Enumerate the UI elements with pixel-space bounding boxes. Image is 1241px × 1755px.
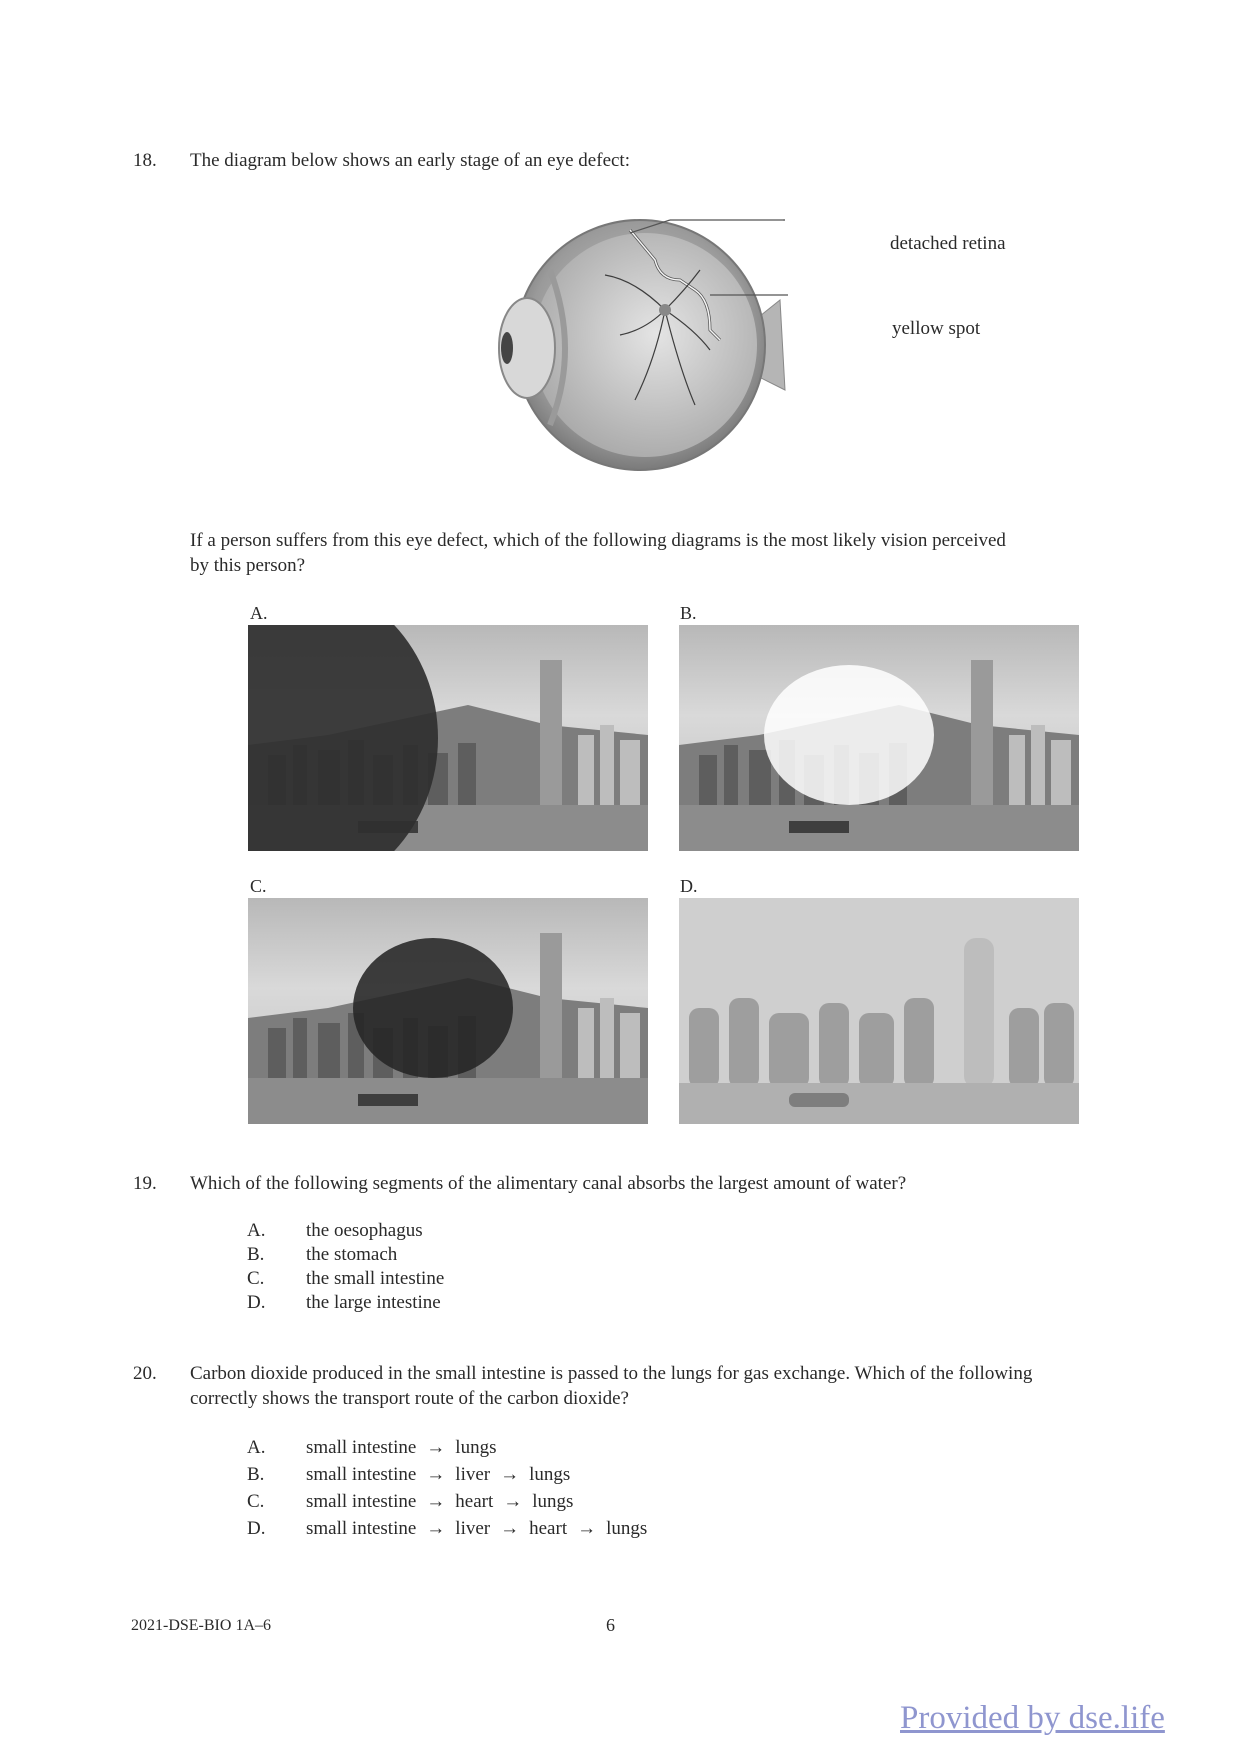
question-20-text-line-2: correctly shows the transport route of the carbon dioxide? xyxy=(190,1388,629,1409)
route-step: heart xyxy=(529,1518,568,1539)
q20-option-c-route xyxy=(306,1491,573,1513)
arrow-icon: → xyxy=(426,1518,446,1539)
option-b-label: B. xyxy=(680,603,697,623)
route-step: lungs xyxy=(455,1437,497,1458)
question-18-text-line-2: by this person? xyxy=(190,555,306,576)
question-19-number: 19. xyxy=(133,1173,157,1194)
q20-option-c-letter: C. xyxy=(247,1491,265,1512)
arrow-icon: → xyxy=(426,1491,446,1512)
paper-code: 2021-DSE-BIO 1A–6 xyxy=(131,1617,271,1634)
route-step: lungs xyxy=(532,1491,574,1512)
option-c-label: C. xyxy=(250,876,267,896)
q19-option-a-letter: A. xyxy=(247,1220,266,1241)
skyline-photo-b xyxy=(679,625,1079,851)
q19-option-b-text: the stomach xyxy=(306,1244,398,1265)
arrow-icon: → xyxy=(503,1491,523,1512)
arrow-icon: → xyxy=(500,1518,520,1539)
arrow-icon: → xyxy=(426,1464,446,1485)
option-a-label: A. xyxy=(250,603,268,623)
q19-option-b-letter: B. xyxy=(247,1244,265,1265)
label-detached-retina: detached retina xyxy=(890,233,1006,254)
route-step: small intestine xyxy=(306,1491,417,1512)
route-step: liver xyxy=(455,1518,491,1539)
q20-option-d-letter: D. xyxy=(247,1518,266,1539)
question-18-intro: The diagram below shows an early stage of an eye defect: xyxy=(190,150,630,171)
route-step: small intestine xyxy=(306,1437,417,1458)
label-yellow-spot: yellow spot xyxy=(892,318,981,339)
question-18-number: 18. xyxy=(133,150,157,171)
question-20-number: 20. xyxy=(133,1363,157,1384)
q19-option-c-letter: C. xyxy=(247,1268,265,1289)
skyline-photo-d xyxy=(679,898,1079,1124)
route-step: small intestine xyxy=(306,1464,417,1485)
q20-option-b-route xyxy=(306,1464,570,1486)
q19-option-d-letter: D. xyxy=(247,1292,266,1313)
q20-option-d-route xyxy=(306,1518,647,1540)
arrow-icon: → xyxy=(577,1518,597,1539)
page-number: 6 xyxy=(606,1615,615,1635)
arrow-icon: → xyxy=(500,1464,520,1485)
option-d-label: D. xyxy=(680,876,698,896)
q19-option-c-text: the small intestine xyxy=(306,1268,445,1289)
skyline-photo-c xyxy=(248,898,648,1124)
question-19-text: Which of the following segments of the alimentary canal absorbs the largest amount of water? xyxy=(190,1173,907,1194)
q20-option-b-letter: B. xyxy=(247,1464,265,1485)
route-step: liver xyxy=(455,1464,491,1485)
route-step: lungs xyxy=(529,1464,571,1485)
q19-option-a-text: the oesophagus xyxy=(306,1220,423,1241)
route-step: small intestine xyxy=(306,1518,417,1539)
skyline-photo-a xyxy=(248,625,648,851)
question-20-text-line-1: Carbon dioxide produced in the small intestine is passed to the lungs for gas exchange. Which of the following xyxy=(190,1363,1033,1384)
route-step: heart xyxy=(455,1491,494,1512)
q20-option-a-route xyxy=(306,1437,496,1459)
q20-option-a-letter: A. xyxy=(247,1437,266,1458)
route-step: lungs xyxy=(606,1518,648,1539)
watermark-link[interactable]: Provided by dse.life xyxy=(900,1700,1165,1736)
q19-option-d-text: the large intestine xyxy=(306,1292,441,1313)
arrow-icon: → xyxy=(426,1437,446,1458)
question-18-text-line-1: If a person suffers from this eye defect, which of the following diagrams is the most likely vision perceived xyxy=(190,530,1006,551)
